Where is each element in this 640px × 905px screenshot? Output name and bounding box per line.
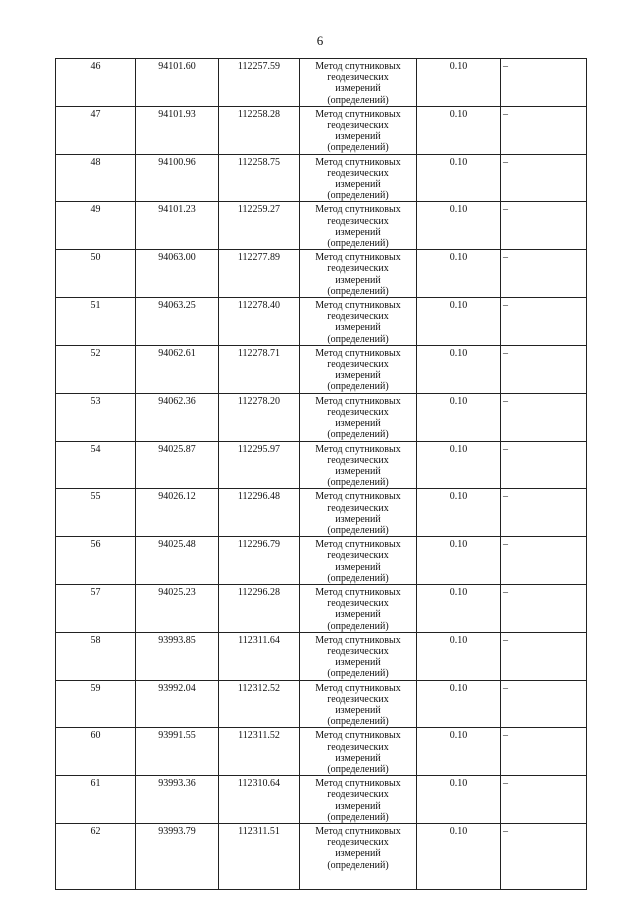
method-line: измерений [335, 274, 381, 286]
point-number-cell: 56 [56, 537, 136, 585]
method-line: геодезических [327, 645, 389, 657]
x-coordinate-cell: 94025.23 [136, 584, 219, 632]
y-coordinate-cell: 112277.89 [219, 250, 300, 298]
note-cell: – [501, 202, 587, 250]
method-line: Метод спутниковых [315, 156, 401, 168]
method-line: измерений [335, 513, 381, 525]
method-line: Метод спутниковых [315, 634, 401, 646]
accuracy-cell: 0.10 [417, 298, 501, 346]
x-coordinate-cell: 94026.12 [136, 489, 219, 537]
method-line: геодезических [327, 502, 389, 514]
method-line: (определений) [327, 811, 389, 823]
x-coordinate-cell: 94062.36 [136, 393, 219, 441]
method-cell [300, 393, 417, 441]
method-line: Метод спутниковых [315, 491, 401, 503]
method-line: геодезических [327, 406, 389, 418]
method-line: геодезических [327, 167, 389, 179]
method-cell [300, 59, 417, 107]
y-coordinate-cell: 112278.20 [219, 393, 300, 441]
table-row [56, 680, 587, 728]
method-line: (определений) [327, 763, 389, 775]
point-number-cell: 55 [56, 489, 136, 537]
method-line: измерений [335, 561, 381, 573]
method-cell [300, 584, 417, 632]
point-number-cell: 61 [56, 776, 136, 824]
method-line: геодезических [327, 741, 389, 753]
table-row [56, 250, 587, 298]
method-line: Метод спутниковых [315, 730, 401, 742]
x-coordinate-cell: 93993.36 [136, 776, 219, 824]
accuracy-cell: 0.10 [417, 441, 501, 489]
method-line: (определений) [327, 620, 389, 632]
note-cell: – [501, 728, 587, 776]
method-line: измерений [335, 83, 381, 95]
method-line: (определений) [327, 190, 389, 202]
table-row [56, 154, 587, 202]
point-number-cell: 57 [56, 584, 136, 632]
method-line: Метод спутниковых [315, 586, 401, 598]
x-coordinate-cell: 94101.93 [136, 106, 219, 154]
note-cell: – [501, 106, 587, 154]
method-line: Метод спутниковых [315, 395, 401, 407]
method-line: геодезических [327, 72, 389, 84]
method-line: геодезических [327, 215, 389, 227]
y-coordinate-cell: 112257.59 [219, 59, 300, 107]
point-number-cell: 53 [56, 393, 136, 441]
table-row [56, 59, 587, 107]
note-cell: – [501, 345, 587, 393]
method-line: геодезических [327, 598, 389, 610]
method-line: геодезических [327, 263, 389, 275]
note-cell: – [501, 59, 587, 107]
method-line: измерений [335, 704, 381, 716]
note-cell: – [501, 776, 587, 824]
y-coordinate-cell: 112278.71 [219, 345, 300, 393]
method-line: Метод спутниковых [315, 682, 401, 694]
point-number-cell: 54 [56, 441, 136, 489]
accuracy-cell: 0.10 [417, 393, 501, 441]
point-number-cell: 62 [56, 824, 136, 890]
y-coordinate-cell: 112258.75 [219, 154, 300, 202]
method-line: геодезических [327, 789, 389, 801]
method-line: Метод спутниковых [315, 826, 401, 837]
note-cell: – [501, 680, 587, 728]
y-coordinate-cell: 112295.97 [219, 441, 300, 489]
accuracy-cell: 0.10 [417, 728, 501, 776]
note-cell: – [501, 250, 587, 298]
note-cell: – [501, 298, 587, 346]
method-line: измерений [335, 465, 381, 477]
method-line: (определений) [327, 716, 389, 728]
coordinates-table [55, 58, 587, 890]
method-line: (определений) [327, 238, 389, 250]
table-row [56, 489, 587, 537]
y-coordinate-cell: 112310.64 [219, 776, 300, 824]
x-coordinate-cell: 94025.87 [136, 441, 219, 489]
accuracy-cell: 0.10 [417, 154, 501, 202]
table-row [56, 584, 587, 632]
y-coordinate-cell: 112278.40 [219, 298, 300, 346]
method-line: Метод спутниковых [315, 108, 401, 120]
method-cell [300, 824, 417, 890]
method-cell [300, 106, 417, 154]
method-line: измерений [335, 226, 381, 238]
method-line: измерений [335, 418, 381, 430]
y-coordinate-cell: 112258.28 [219, 106, 300, 154]
x-coordinate-cell: 93991.55 [136, 728, 219, 776]
method-cell [300, 680, 417, 728]
method-line: измерений [335, 800, 381, 812]
method-line: Метод спутниковых [315, 252, 401, 264]
y-coordinate-cell: 112312.52 [219, 680, 300, 728]
method-line: измерений [335, 848, 381, 860]
accuracy-cell: 0.10 [417, 489, 501, 537]
note-cell: – [501, 632, 587, 680]
point-number-cell: 58 [56, 632, 136, 680]
table-row [56, 298, 587, 346]
method-line: геодезических [327, 837, 389, 849]
y-coordinate-cell: 112296.79 [219, 537, 300, 585]
x-coordinate-cell: 93993.85 [136, 632, 219, 680]
accuracy-cell: 0.10 [417, 632, 501, 680]
table-row [56, 441, 587, 489]
note-cell: – [501, 154, 587, 202]
method-line: (определений) [327, 572, 389, 584]
point-number-cell: 59 [56, 680, 136, 728]
x-coordinate-cell: 94062.61 [136, 345, 219, 393]
y-coordinate-cell: 112311.52 [219, 728, 300, 776]
method-cell [300, 154, 417, 202]
method-cell [300, 345, 417, 393]
method-cell [300, 202, 417, 250]
method-line: (определений) [327, 859, 389, 871]
accuracy-cell: 0.10 [417, 345, 501, 393]
method-cell [300, 298, 417, 346]
method-line: Метод спутниковых [315, 539, 401, 551]
table-row [56, 776, 587, 824]
page-number: 6 [316, 33, 324, 48]
accuracy-cell: 0.10 [417, 537, 501, 585]
method-line: (определений) [327, 477, 389, 489]
point-number-cell: 49 [56, 202, 136, 250]
note-cell: – [501, 824, 587, 890]
table-row [56, 537, 587, 585]
method-cell [300, 537, 417, 585]
method-line: Метод спутниковых [315, 204, 401, 216]
method-line: геодезических [327, 454, 389, 466]
method-line: геодезических [327, 120, 389, 132]
accuracy-cell: 0.10 [417, 824, 501, 890]
x-coordinate-cell: 94101.60 [136, 59, 219, 107]
method-line: измерений [335, 179, 381, 191]
method-line: (определений) [327, 94, 389, 106]
method-line: (определений) [327, 668, 389, 680]
point-number-cell: 46 [56, 59, 136, 107]
table-row [56, 345, 587, 393]
note-cell: – [501, 393, 587, 441]
point-number-cell: 50 [56, 250, 136, 298]
table-row [56, 393, 587, 441]
method-line: измерений [335, 609, 381, 621]
method-cell [300, 489, 417, 537]
method-cell [300, 632, 417, 680]
method-line: измерений [335, 752, 381, 764]
point-number-cell: 52 [56, 345, 136, 393]
point-number-cell: 48 [56, 154, 136, 202]
point-number-cell: 47 [56, 106, 136, 154]
accuracy-cell: 0.10 [417, 680, 501, 728]
y-coordinate-cell: 112296.28 [219, 584, 300, 632]
y-coordinate-cell: 112311.51 [219, 824, 300, 890]
x-coordinate-cell: 94025.48 [136, 537, 219, 585]
method-cell [300, 728, 417, 776]
method-cell [300, 776, 417, 824]
x-coordinate-cell: 93993.79 [136, 824, 219, 890]
accuracy-cell: 0.10 [417, 584, 501, 632]
method-cell [300, 250, 417, 298]
accuracy-cell: 0.10 [417, 106, 501, 154]
note-cell: – [501, 489, 587, 537]
x-coordinate-cell: 93992.04 [136, 680, 219, 728]
method-line: (определений) [327, 142, 389, 154]
y-coordinate-cell: 112259.27 [219, 202, 300, 250]
x-coordinate-cell: 94063.00 [136, 250, 219, 298]
table-row [56, 728, 587, 776]
method-line: (определений) [327, 381, 389, 393]
point-number-cell: 60 [56, 728, 136, 776]
method-line: Метод спутниковых [315, 300, 401, 312]
note-cell: – [501, 584, 587, 632]
table-row [56, 202, 587, 250]
method-line: геодезических [327, 550, 389, 562]
method-line: (определений) [327, 333, 389, 345]
method-line: измерений [335, 131, 381, 143]
method-line: измерений [335, 370, 381, 382]
method-cell [300, 441, 417, 489]
note-cell: – [501, 441, 587, 489]
x-coordinate-cell: 94100.96 [136, 154, 219, 202]
x-coordinate-cell: 94101.23 [136, 202, 219, 250]
accuracy-cell: 0.10 [417, 59, 501, 107]
point-number-cell: 51 [56, 298, 136, 346]
method-line: Метод спутниковых [315, 347, 401, 359]
method-line: Метод спутниковых [315, 778, 401, 790]
method-line: измерений [335, 322, 381, 334]
y-coordinate-cell: 112311.64 [219, 632, 300, 680]
table-body [56, 59, 587, 890]
method-line: Метод спутниковых [315, 443, 401, 455]
note-cell: – [501, 537, 587, 585]
table-row [56, 824, 587, 890]
table-row [56, 632, 587, 680]
accuracy-cell: 0.10 [417, 202, 501, 250]
method-line: геодезических [327, 359, 389, 371]
method-line: измерений [335, 657, 381, 669]
table-row [56, 106, 587, 154]
method-line: (определений) [327, 429, 389, 441]
y-coordinate-cell: 112296.48 [219, 489, 300, 537]
accuracy-cell: 0.10 [417, 776, 501, 824]
method-line: геодезических [327, 311, 389, 323]
method-line: (определений) [327, 524, 389, 536]
method-line: Метод спутниковых [315, 61, 401, 72]
method-line: (определений) [327, 285, 389, 297]
method-line: геодезических [327, 693, 389, 705]
accuracy-cell: 0.10 [417, 250, 501, 298]
x-coordinate-cell: 94063.25 [136, 298, 219, 346]
